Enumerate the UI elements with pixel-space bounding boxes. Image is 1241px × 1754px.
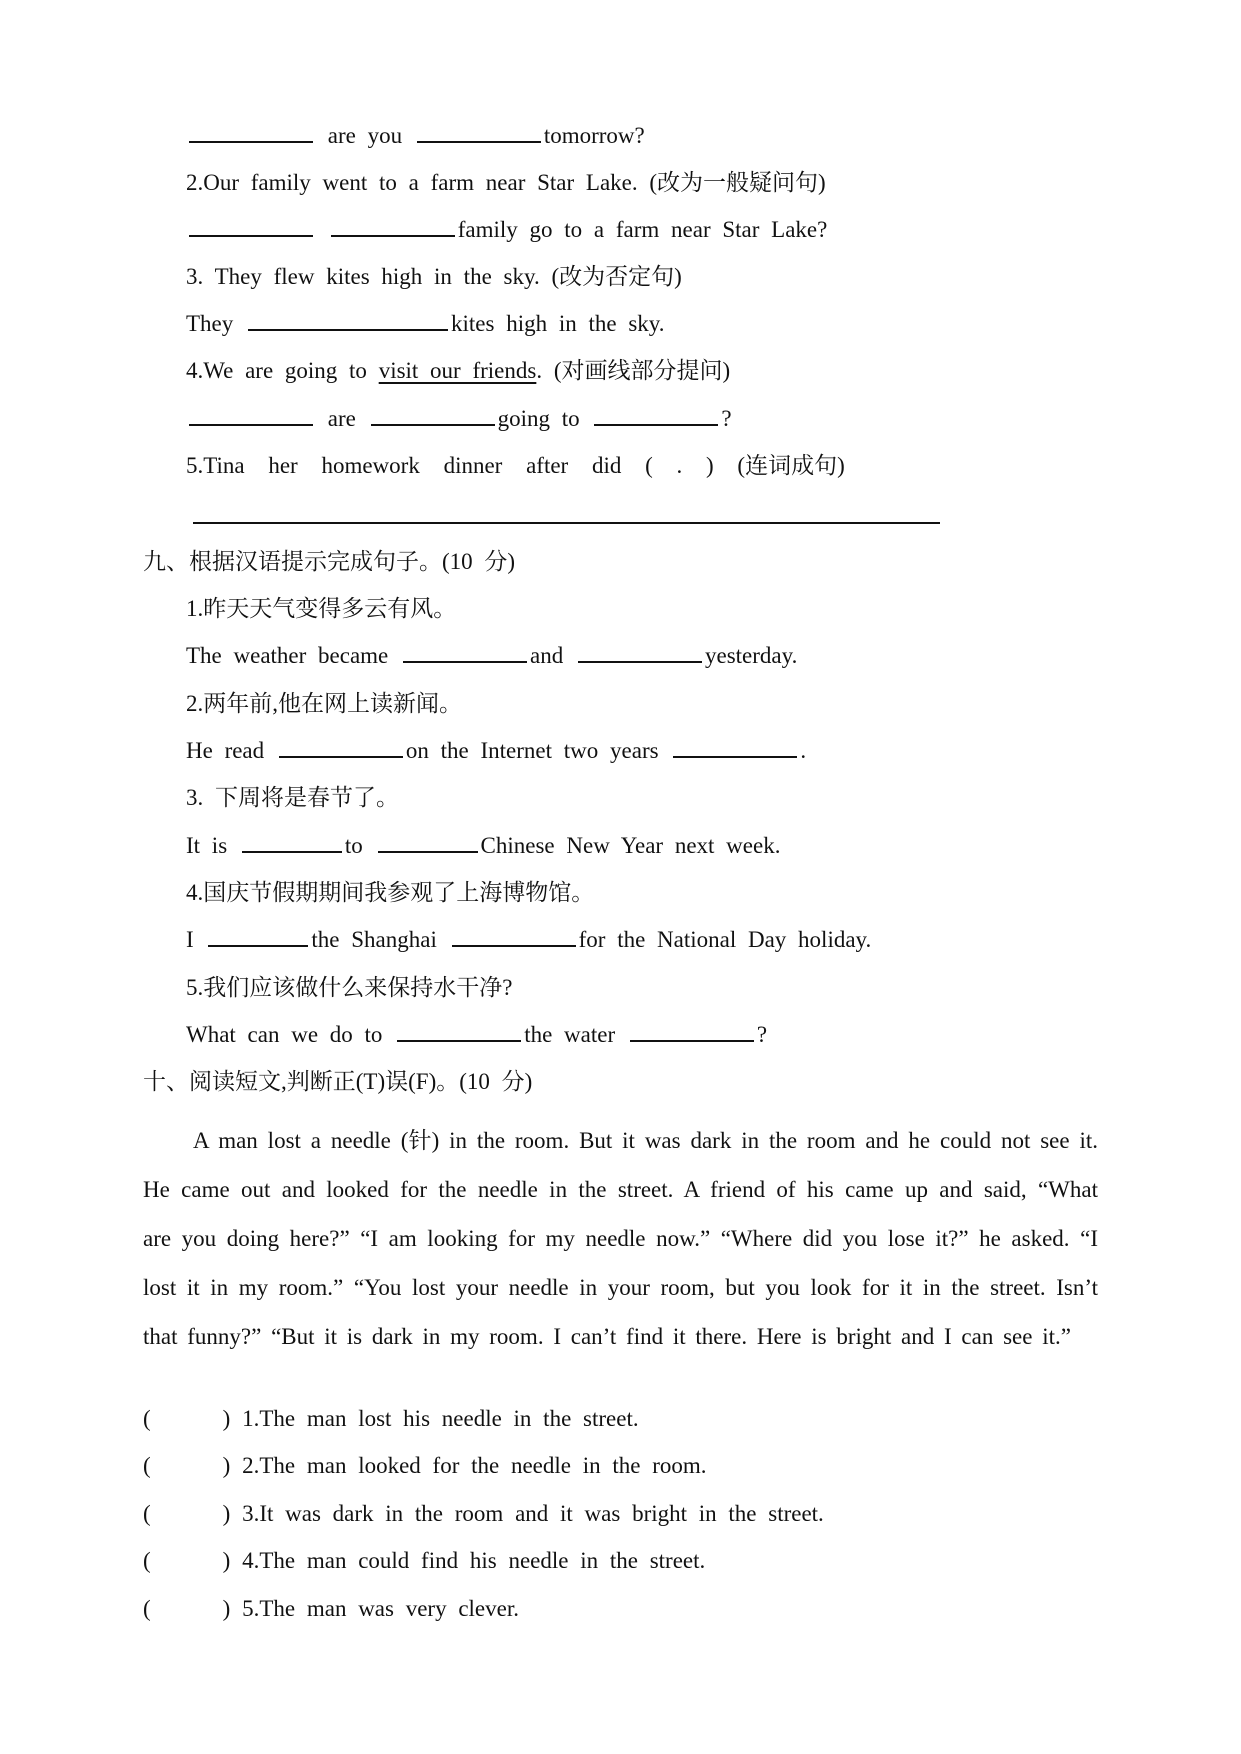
text: are you xyxy=(327,123,403,148)
text: Chinese New Year next week. xyxy=(480,833,781,858)
text: It is xyxy=(186,833,228,858)
answer-blank[interactable] xyxy=(189,121,313,143)
s8-q2-prompt: 2.Our family went to a farm near Star Lake. (改为一般疑问句) xyxy=(186,170,826,195)
tf-item-5 xyxy=(143,1594,519,1624)
underlined-phrase: visit our friends xyxy=(378,358,537,383)
answer-blank[interactable] xyxy=(378,831,478,853)
s8-q5-prompt: 5.Tina her homework dinner after did ( . ) (连词成句) xyxy=(186,453,845,478)
text: He read xyxy=(186,738,265,763)
paren-close: ) xyxy=(222,1406,231,1431)
answer-blank[interactable] xyxy=(630,1020,754,1042)
text: for the National Day holiday. xyxy=(578,927,872,952)
s8-q3-answer-line xyxy=(186,309,665,339)
answer-blank[interactable] xyxy=(208,925,308,947)
s9-q4-cn: 4.国庆节假期期间我参观了上海博物馆。 xyxy=(186,880,595,905)
s9-q2-cn: 2.两年前,他在网上读新闻。 xyxy=(186,691,462,716)
answer-blank[interactable] xyxy=(331,215,455,237)
answer-blank[interactable] xyxy=(403,641,527,663)
answer-blank[interactable] xyxy=(452,925,576,947)
text: to xyxy=(344,833,363,858)
paren-open: ( xyxy=(143,1501,151,1526)
text: and xyxy=(530,643,564,668)
paren-open: ( xyxy=(143,1548,151,1573)
s8-q5-answer-line[interactable] xyxy=(193,522,940,524)
text: are xyxy=(327,406,356,431)
statement: 1.The man lost his needle in the street. xyxy=(242,1406,639,1431)
answer-blank[interactable] xyxy=(189,404,313,426)
s9-q1-en xyxy=(186,641,797,671)
text: on the Internet two years xyxy=(405,738,659,763)
s9-q5-cn: 5.我们应该做什么来保持水干净? xyxy=(186,975,513,1000)
statement: 3.It was dark in the room and it was bright in the street. xyxy=(242,1501,824,1526)
text: What can we do to xyxy=(186,1022,383,1047)
paren-open: ( xyxy=(143,1453,151,1478)
text: ? xyxy=(756,1022,768,1047)
s8-q4-answer-line xyxy=(186,404,732,434)
s9-q3-cn: 3. 下周将是春节了。 xyxy=(186,785,399,810)
paren-open: ( xyxy=(143,1406,151,1431)
s8-q1-answer-line xyxy=(186,121,645,151)
s9-q4-en xyxy=(186,925,871,955)
section9-heading: 九、根据汉语提示完成句子。(10 分) xyxy=(143,549,516,574)
text: I xyxy=(186,927,194,952)
tf-item-2 xyxy=(143,1451,707,1481)
text: kites high in the sky. xyxy=(451,311,665,336)
s9-q1-cn: 1.昨天天气变得多云有风。 xyxy=(186,596,457,621)
text: going to xyxy=(497,406,580,431)
text: . xyxy=(800,738,807,763)
statement: 2.The man looked for the needle in the room. xyxy=(242,1453,707,1478)
reading-passage xyxy=(143,1116,1098,1361)
text: family go to a farm near Star Lake? xyxy=(457,217,828,242)
paren-close: ) xyxy=(222,1501,231,1526)
s9-q5-en xyxy=(186,1020,767,1050)
text: 4.We are going to xyxy=(186,358,367,383)
text: the water xyxy=(524,1022,616,1047)
paren-close: ) xyxy=(222,1453,231,1478)
s8-q2-answer-line xyxy=(186,215,827,245)
s9-q2-en xyxy=(186,736,806,766)
tf-item-1 xyxy=(143,1404,639,1434)
s9-q3-en xyxy=(186,831,780,861)
text: The weather became xyxy=(186,643,389,668)
s8-q3-prompt: 3. They flew kites high in the sky. (改为否定句) xyxy=(186,264,682,289)
tf-item-3 xyxy=(143,1499,824,1529)
answer-blank[interactable] xyxy=(397,1020,521,1042)
answer-blank[interactable] xyxy=(371,404,495,426)
statement: 5.The man was very clever. xyxy=(242,1596,519,1621)
answer-blank[interactable] xyxy=(578,641,702,663)
answer-blank[interactable] xyxy=(417,121,541,143)
paren-open: ( xyxy=(143,1596,151,1621)
answer-blank[interactable] xyxy=(279,736,403,758)
s8-q4-prompt xyxy=(186,356,730,386)
answer-blank[interactable] xyxy=(594,404,718,426)
text: ? xyxy=(721,406,732,431)
text: the Shanghai xyxy=(311,927,437,952)
passage-text: A man lost a needle (针) in the room. But it was dark in the room and he could not see it. He came out and looked for the needle in the street. A friend of his came up and said, “What are you doing here?” “I am looking for my needle now.” “Where did you lose it?” he asked. “I lost it in my room.” “You lost your needle in your room, but you look for it in the street. Isn’t that funny?” “But it is dark in my room. I can’t find it there. Here is bright and I can see it.” xyxy=(143,1128,1098,1349)
paren-close: ) xyxy=(222,1548,231,1573)
statement: 4.The man could find his needle in the street. xyxy=(242,1548,706,1573)
paren-close: ) xyxy=(222,1596,231,1621)
answer-blank[interactable] xyxy=(242,831,342,853)
answer-blank[interactable] xyxy=(189,215,313,237)
text: . (对画线部分提问) xyxy=(536,358,731,383)
tf-item-4 xyxy=(143,1546,705,1576)
answer-blank[interactable] xyxy=(673,736,797,758)
answer-blank[interactable] xyxy=(248,309,448,331)
text: They xyxy=(186,311,234,336)
section10-heading: 十、阅读短文,判断正(T)误(F)。(10 分) xyxy=(143,1069,533,1094)
text: tomorrow? xyxy=(543,123,645,148)
text: yesterday. xyxy=(705,643,798,668)
